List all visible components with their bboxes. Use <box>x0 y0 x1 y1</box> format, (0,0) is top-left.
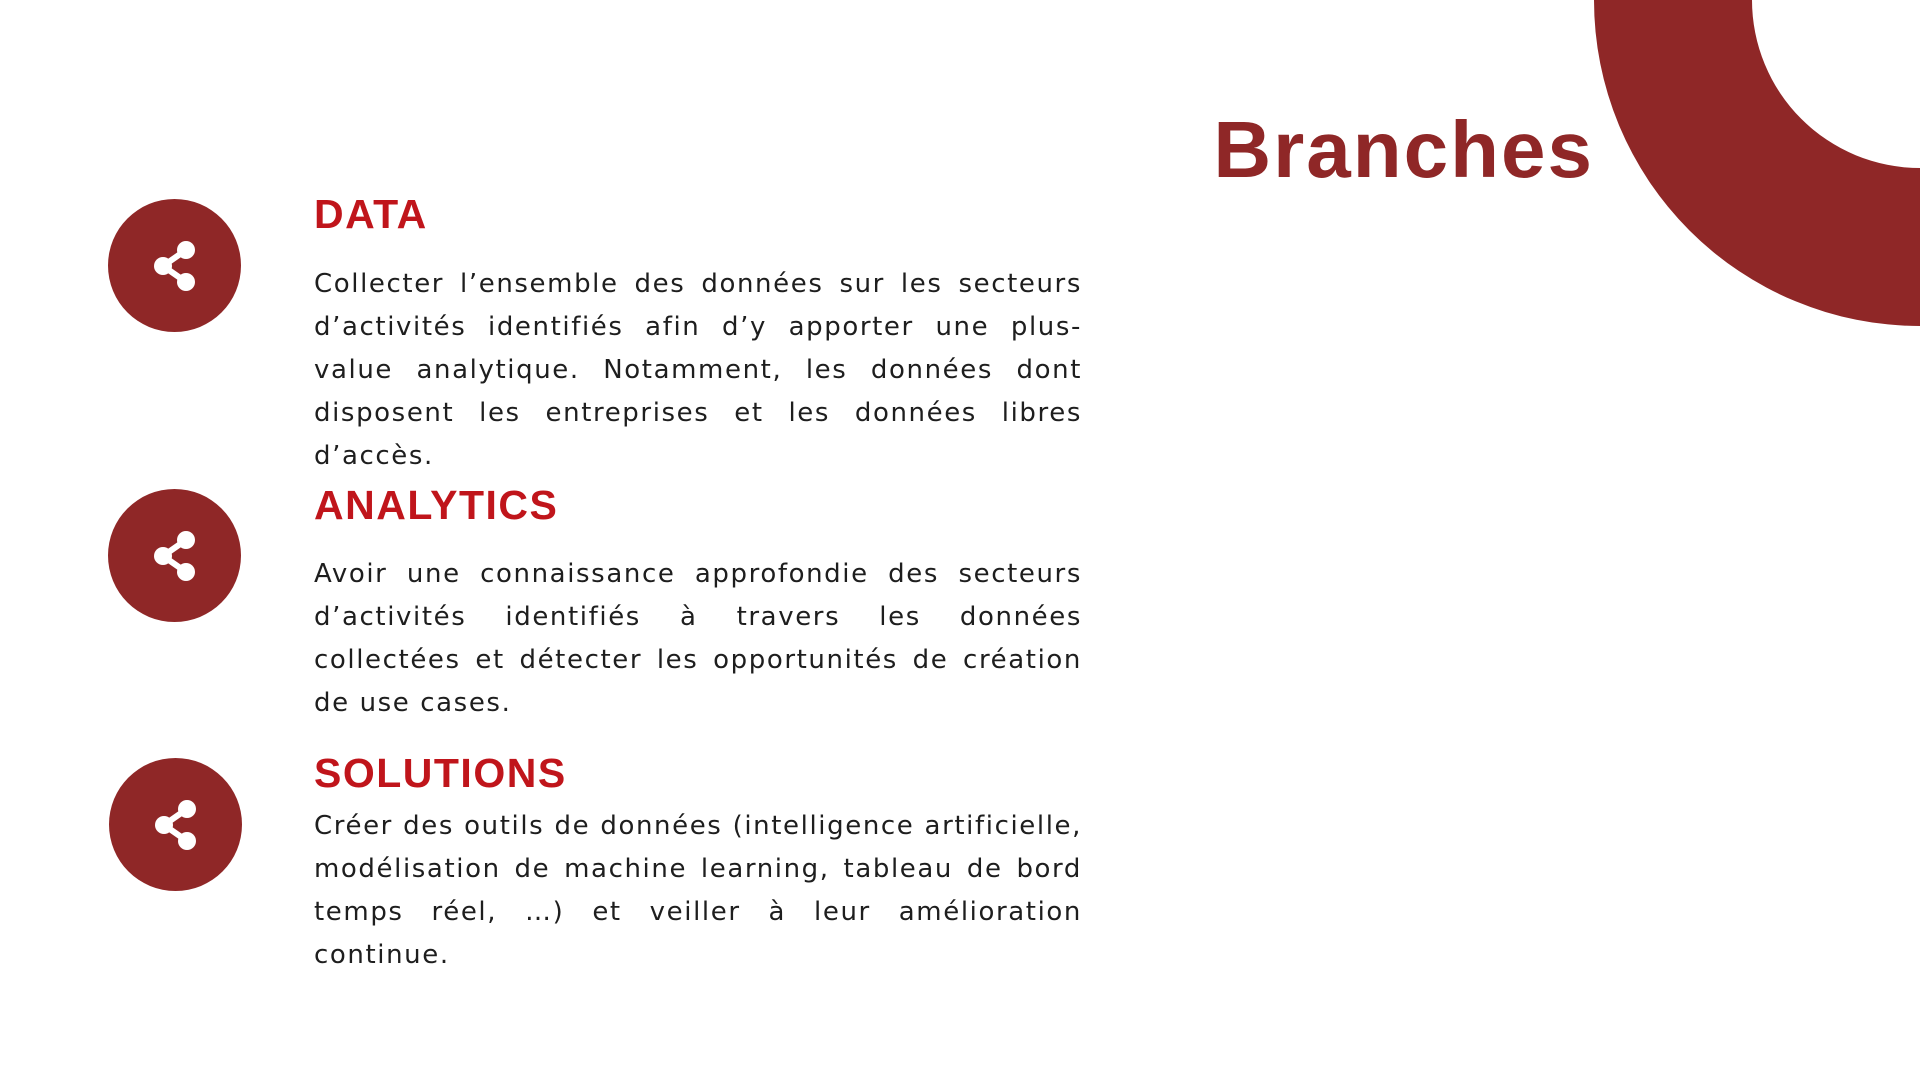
section-analytics-share-icon <box>108 489 241 622</box>
section-data-share-icon <box>108 199 241 332</box>
section-heading-analytics: ANALYTICS <box>314 482 559 528</box>
section-heading-solutions: SOLUTIONS <box>314 750 567 796</box>
section-text-solutions: Créer des outils de données (intelligence artificielle, modélisation de machine learning, tableau de bord temps réel, …) et veiller à leur amélioration continue. <box>314 811 1082 970</box>
section-heading-data: DATA <box>314 191 428 237</box>
section-text-analytics: Avoir une connaissance approfondie des secteurs d’activités identifiés à travers les données collectées et détecter les opportunités de création de use cases. <box>314 559 1082 718</box>
share-icon <box>145 236 205 296</box>
section-text-data: Collecter l’ensemble des données sur les secteurs d’activités identifiés afin d’y apporter une plus-value analytique. Notamment, les données dont disposent les entreprises et les données libres d’accès. <box>314 269 1082 471</box>
share-icon <box>145 526 205 586</box>
share-icon <box>146 795 206 855</box>
section-solutions-share-icon <box>109 758 242 891</box>
page-title: Branches <box>1213 105 1594 194</box>
